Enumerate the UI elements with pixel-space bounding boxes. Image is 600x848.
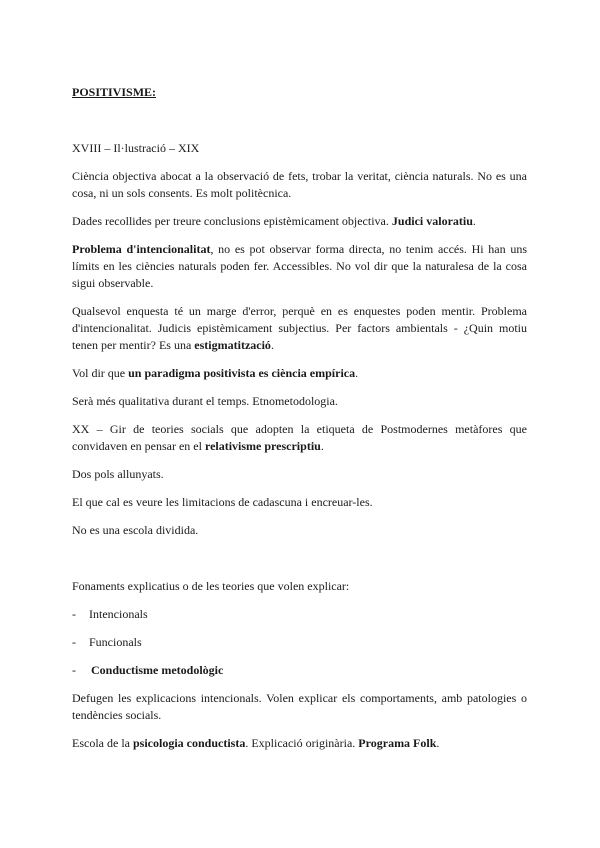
bold-term: estigmatització bbox=[194, 338, 271, 352]
bullet-marker: - bbox=[72, 635, 76, 649]
paragraph-line: tendències socials. bbox=[72, 708, 162, 722]
paragraph-line: sigui observable. bbox=[72, 276, 154, 290]
paragraph-line: XX – Gir de teories socials que adopten la etiqueta de Postmodernes metàfores que bbox=[72, 422, 527, 436]
text-span: Vol dir que bbox=[72, 366, 129, 380]
paragraph-not-divided: No es una escola dividida. bbox=[72, 523, 199, 537]
text-span: convidaven en pensar en el bbox=[72, 439, 205, 453]
paragraph-positivist-paradigm bbox=[72, 365, 527, 382]
text-span: . Explicació originària. bbox=[245, 736, 359, 750]
bold-term: relativisme prescriptiu bbox=[204, 439, 321, 453]
bold-term: un paradigma positivista es ciència empírica bbox=[128, 366, 356, 380]
paragraph-foundations: Fonaments explicatius o de les teories que volen explicar: bbox=[72, 579, 350, 593]
list-item-label: Conductisme metodològic bbox=[91, 663, 224, 677]
paragraph-line: Qualsevol enquesta té un marge d'error, perquè en es enquestes poden mentir. Problema bbox=[72, 304, 527, 318]
bold-term: Problema d'intencionalitat bbox=[72, 242, 211, 256]
paragraph-behaviorism-school bbox=[72, 735, 527, 752]
paragraph-line bbox=[72, 438, 527, 455]
list-item bbox=[72, 662, 527, 679]
bold-term: psicologia conductista bbox=[132, 736, 246, 750]
paragraph-line: Ciència objectiva abocat a la observació de fets, trobar la veritat, ciència naturals. No es una bbox=[72, 169, 527, 183]
text-span: . bbox=[472, 214, 476, 228]
list-item bbox=[72, 634, 527, 651]
paragraph-two-poles: Dos pols allunyats. bbox=[72, 467, 164, 481]
paragraph-qualitative: Serà més qualitativa durant el temps. Etnometodologia. bbox=[72, 394, 338, 408]
page-title: POSITIVISME: bbox=[72, 85, 157, 99]
list-item-label: Funcionals bbox=[89, 635, 142, 649]
bold-term: Judici valoratiu bbox=[391, 214, 473, 228]
text-span: tenen per mentir? Es una bbox=[72, 338, 195, 352]
list-item bbox=[72, 606, 527, 623]
paragraph-line bbox=[72, 241, 527, 258]
paragraph-line: Defugen les explicacions intencionals. Volen explicar els comportaments, amb patologies o bbox=[72, 691, 527, 705]
paragraph-line: d'intencionalitat. Judicis epistèmicament subjectius. Per factors ambientals - ¿Quin motiu bbox=[72, 321, 527, 335]
text-span: Escola de la bbox=[72, 736, 133, 750]
text-span: . bbox=[270, 338, 274, 352]
text-span: . bbox=[436, 736, 440, 750]
paragraph-dates: XVIII – Il·lustració – XIX bbox=[72, 141, 200, 155]
list-item-label: Intencionals bbox=[89, 607, 148, 621]
paragraph-limitations: El que cal es veure les limitacions de cadascuna i encreuar-les. bbox=[72, 495, 373, 509]
text-span: . bbox=[320, 439, 324, 453]
bullet-marker: - bbox=[72, 607, 76, 621]
bold-term: Programa Folk bbox=[358, 736, 437, 750]
paragraph-line: límits en les ciències naturals poden fer. Accessibles. No vol dir que la naturalesa de la cosa bbox=[72, 259, 527, 273]
paragraph-line bbox=[72, 337, 527, 354]
text-span: . bbox=[355, 366, 359, 380]
text-span: Dades recollides per treure conclusions epistèmicament objectiva. bbox=[72, 214, 392, 228]
text-span: , no es pot observar forma directa, no tenim accés. Hi han uns bbox=[210, 242, 527, 256]
paragraph-data-collection bbox=[72, 213, 527, 230]
bullet-marker: - bbox=[72, 663, 76, 677]
paragraph-line: cosa, ni un sols consents. Es molt politècnica. bbox=[72, 186, 292, 200]
